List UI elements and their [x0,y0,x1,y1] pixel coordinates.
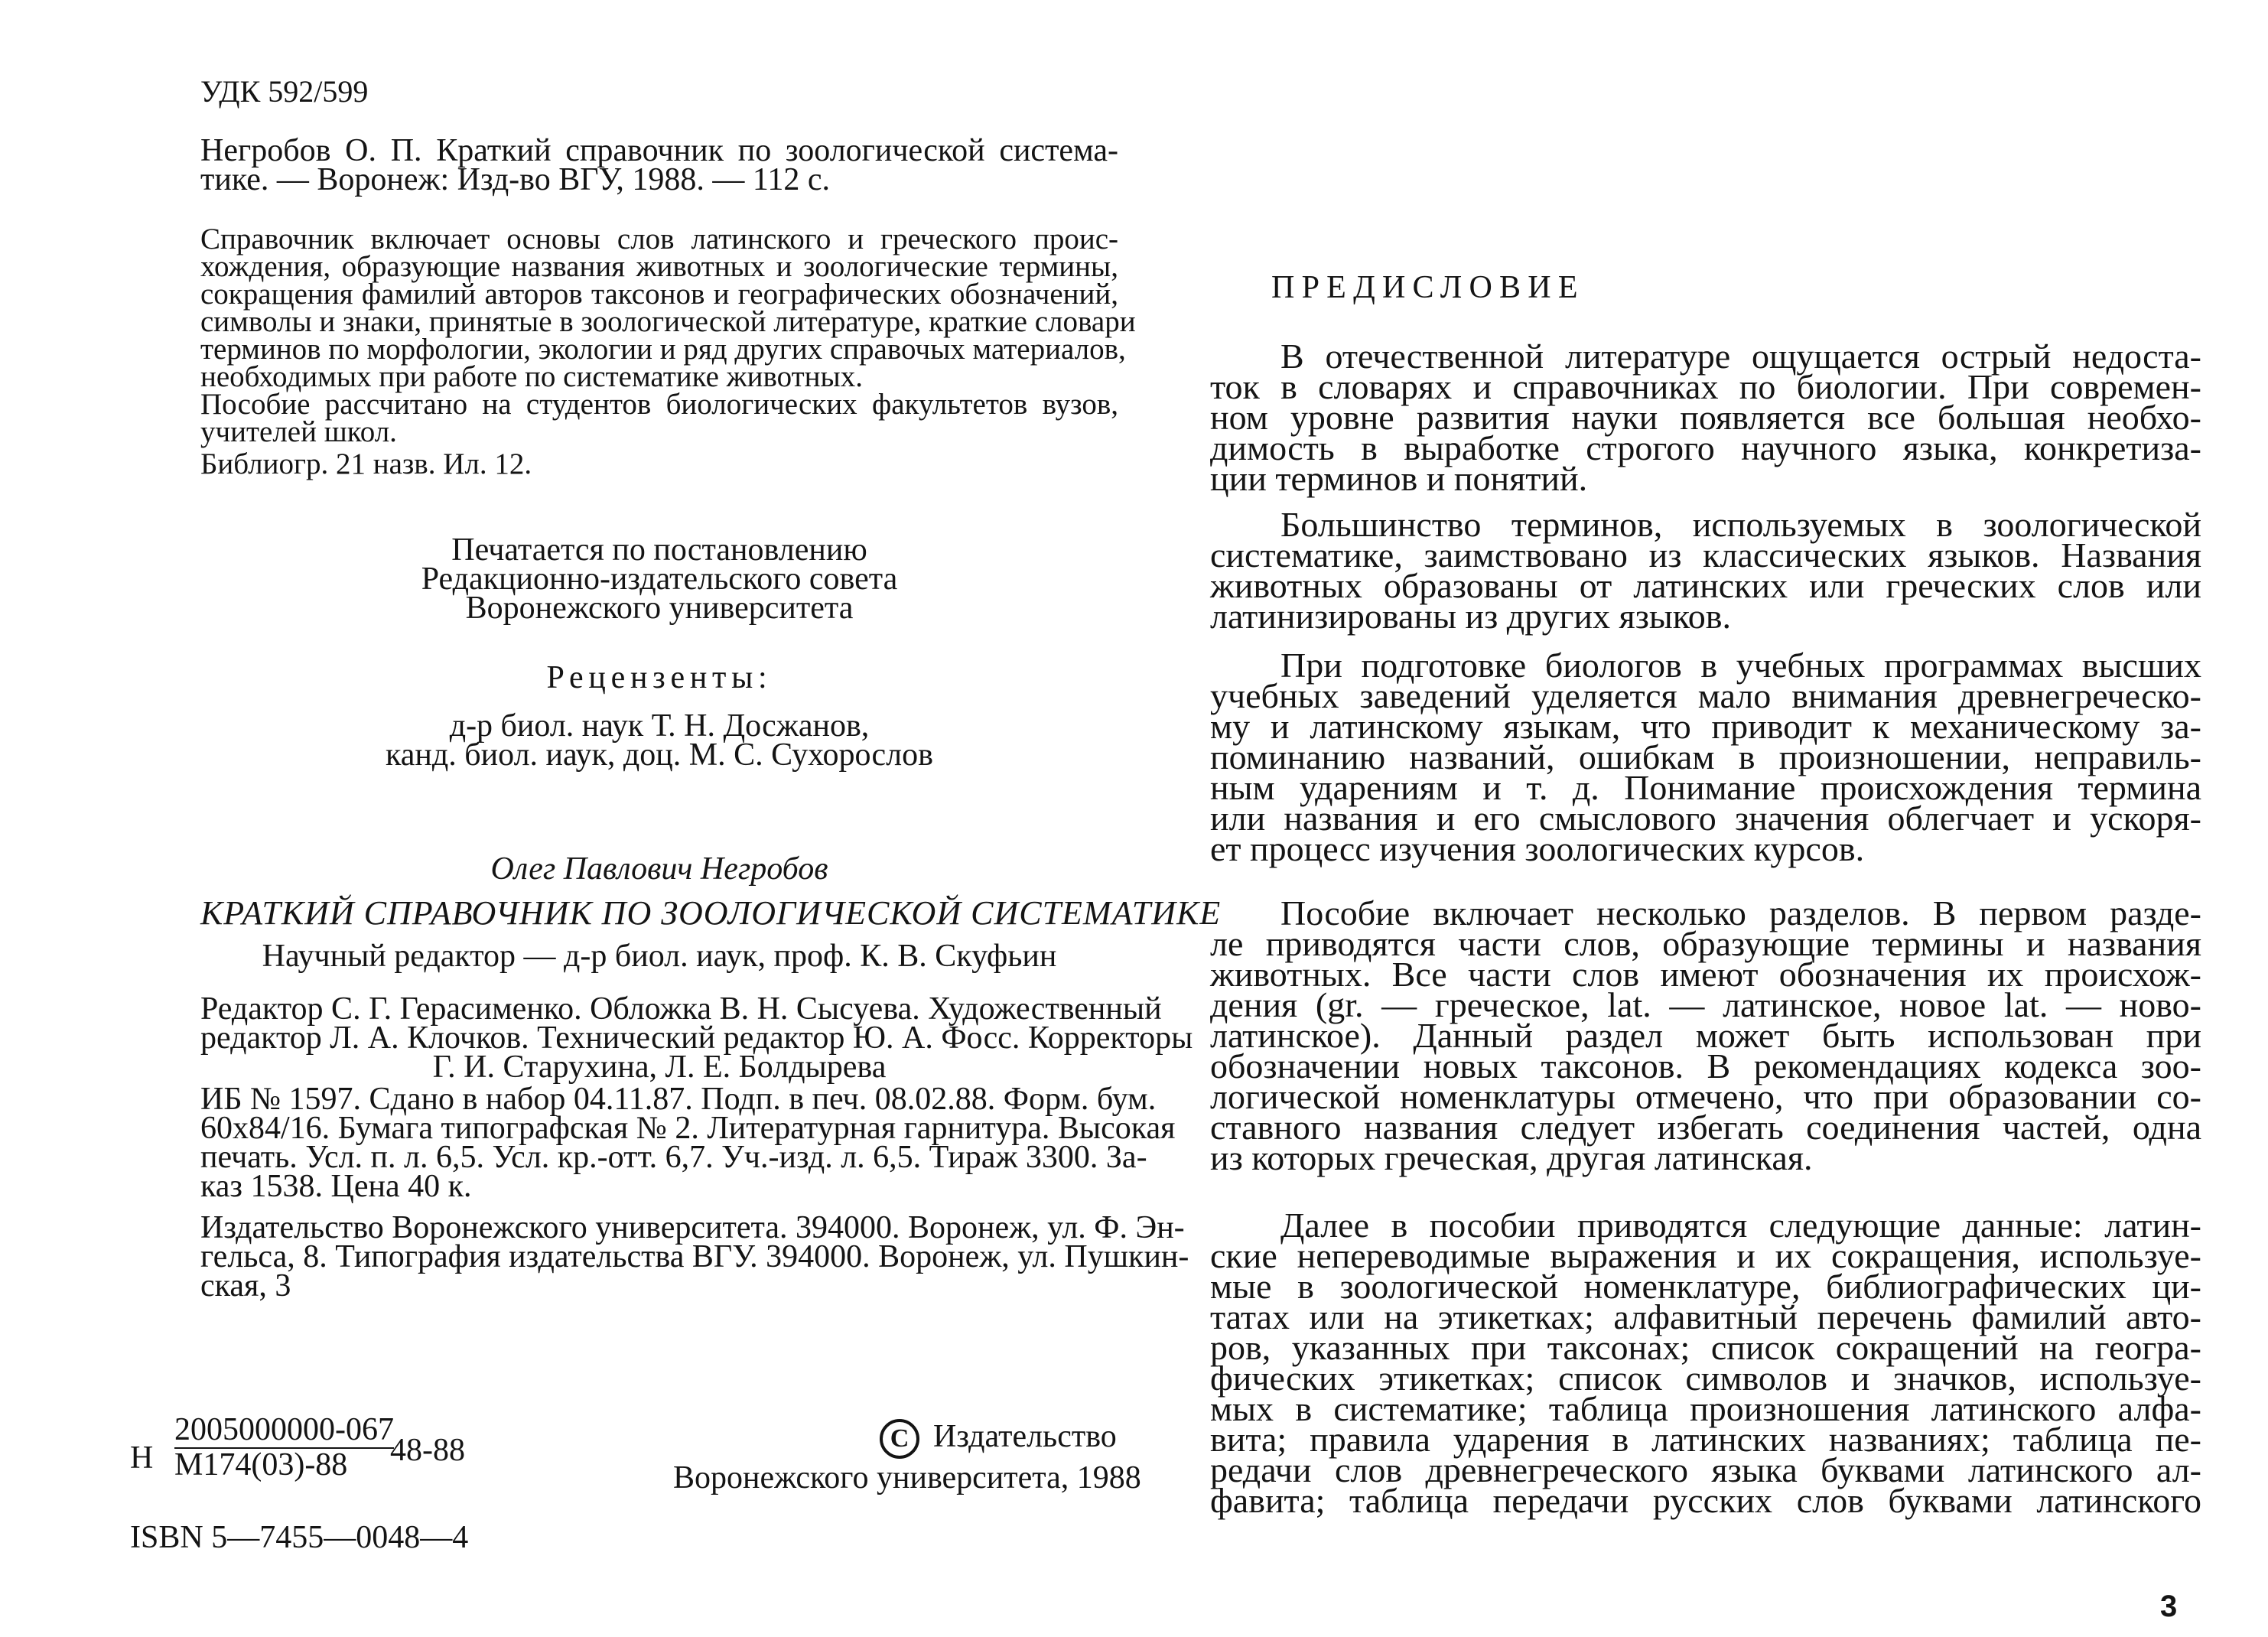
catalog-prefix: Н [130,1440,154,1476]
paragraph-line: латинское). Данный раздел может быть использован при [1210,1016,2201,1055]
copyright-line [880,1418,1117,1459]
paragraph-line: логической номенклатуры отмечено, что при образовании со- [1210,1077,2201,1116]
paragraph-line: татах или на этикетках; алфавитный перечень фамилий авто- [1210,1297,2201,1336]
editors-line: Г. И. Старухина, Л. Е. Болдырева [432,1050,887,1085]
paragraph-line: ном уровне развития науки появляется все большая необхо- [1210,398,2201,437]
print-details [200,1082,1176,1204]
paragraph-line: латинизированы из других языков. [1210,597,1732,636]
paragraph-line: вита; правила ударения в латинских названиях; таблица пе- [1210,1420,2201,1459]
paragraph-line: му и латинскому языкам, что приводит к механическому за- [1210,707,2201,746]
editors-line: редактор Л. А. Клочков. Технический редактор Ю. А. Фосс. Корректоры [200,1020,1193,1056]
editors-line: Редактор С. Г. Герасименко. Обложка В. Н. Сысуева. Художественный [200,991,1162,1027]
preface-paragraph-4 [1210,893,2201,1177]
paragraph-line: дения (gr. — греческое, lat. — латинское, новое lat. — ново- [1210,985,2201,1024]
publisher-address [200,1210,1189,1303]
paragraph-line: поминанию названий, ошибкам в произношении, неправиль- [1210,737,2201,776]
paragraph-line: редачи слов древнегреческого языка буквами латинского ал- [1210,1450,2201,1489]
author-name: Олег Павлович Негробов [490,851,828,887]
paragraph-line: обозначении новых таксонов. В рекомендациях кодекса зоо- [1210,1046,2201,1085]
scientific-editor: Научный редактор — д-р биол. иаук, проф. К. В. Скуфьин [262,939,1057,974]
publication-approval [200,532,1118,626]
preface-paragraph-5 [1210,1206,2201,1520]
paragraph-line: Пособие включает несколько разделов. В первом разде- [1280,893,2201,932]
paragraph-line: животных образованы от латинских или греческих слов или [1210,566,2201,605]
catalog-fraction [174,1414,394,1481]
paragraph-line: учебных заведений уделяется мало внимания древнегреческо- [1210,676,2201,715]
citation-line: Негробов О. П. Краткий справочник по зоологической система- [200,133,1118,168]
abstract [200,223,1136,480]
paragraph-line: В отечественной литературе ощущается острый недоста- [1280,337,2201,376]
address-line: Издательство Воронежского университета. 394000. Воронеж, ул. Ф. Эн- [200,1210,1185,1245]
paragraph-line: Далее в пособии приводятся следующие данные: латин- [1280,1206,2201,1245]
citation-line: тике. — Воронеж: Изд-во ВГУ, 1988. — 112 с. [200,162,830,197]
abstract-line: хождения, образующие названия животных и зоологические термины, [200,250,1118,283]
paragraph-line: систематике, заимствовано из классических языков. Названия [1210,535,2201,574]
paragraph-line: ров, указанных при таксонах; список сокращений на геогра- [1210,1328,2201,1367]
paragraph-line: ток в словарях и справочниках по биологии. При современ- [1210,367,2201,406]
approval-line: Печатается по постановлению [451,532,867,568]
paragraph-line: ции терминов и понятий. [1210,459,1588,498]
catalog-denominator: М174(03)-88 [174,1447,348,1482]
reviewer-line: канд. биол. иаук, доц. М. С. Сухорослов [386,737,933,773]
reviewer-line: д-р биол. наук Т. Н. Досжанов, [449,708,870,744]
print-line: 60x84/16. Бумага типографская № 2. Литературная гарнитура. Высокая [200,1111,1176,1146]
bibliography-note: Библиогр. 21 назв. Ил. 12. [200,447,532,480]
paragraph-line: Большинство терминов, используемых в зоологической [1280,505,2201,544]
paragraph-line: ставного названия следует избегать соединения частей, одна [1210,1108,2201,1147]
abstract-line: символы и знаки, принятые в зоологической литературе, краткие словари [200,305,1136,338]
paragraph-line: мых в систематике; таблица произношения латинского алфа- [1210,1389,2201,1428]
paragraph-line: фавита; таблица передачи русских слов буквами латинского [1210,1481,2201,1520]
approval-line: Редакционно-издательского совета [421,561,898,597]
paragraph-line: животных. Все части слов имеют обозначения их происхож- [1210,955,2201,994]
page-number: 3 [2160,1590,2178,1623]
reviewers-heading: Рецензенты: [546,660,773,695]
print-line: печать. Усл. п. л. 6,5. Усл. кр.-отт. 6,7. Уч.-изд. л. 6,5. Тираж 3300. За- [200,1140,1147,1175]
address-line: ская, 3 [200,1268,291,1303]
paragraph-line: ле приводятся части слов, образующие термины и названия [1210,924,2201,963]
paragraph-line: фических этикетках; список символов и значков, используе- [1210,1359,2201,1398]
paragraph-line: мые в зоологической номенклатуре, библиографических ци- [1210,1267,2201,1306]
udk-code: УДК 592/599 [200,74,369,109]
paragraph-line: ет процесс изучения зоологических курсов. [1210,829,1865,868]
paragraph-line: или названия и его смыслового значения облегчает и ускоря- [1210,799,2201,838]
preface-paragraph-2 [1210,505,2201,636]
copyright-icon: C [880,1419,919,1459]
paragraph-line: из которых греческая, другая латинская. [1210,1138,1813,1177]
editors-credits [200,991,1193,1085]
print-line: ИБ № 1597. Сдано в набор 04.11.87. Подп. в печ. 08.02.88. Форм. бум. [200,1082,1157,1117]
book-title: КРАТКИЙ СПРАВОЧНИК ПО ЗООЛОГИЧЕСКОЙ СИСТЕМАТИКЕ [200,894,1222,932]
paragraph-line: ным ударениям и т. д. Понимание происхождения термина [1210,768,2201,807]
audience-line: учителей школ. [200,415,397,448]
copyright-publisher: Издательство [933,1419,1117,1454]
approval-line: Воронежского университета [465,591,854,626]
abstract-line: необходимых при работе по систематике животных. [200,360,863,393]
paragraph-line: ские непереводимые выражения и их сокращения, используе- [1210,1236,2201,1275]
citation [200,133,1118,197]
abstract-line: Справочник включает основы слов латинского и греческого проис- [200,223,1118,255]
address-line: гельса, 8. Типография издательства ВГУ. 394000. Воронеж, ул. Пушкин- [200,1239,1189,1274]
isbn: ISBN 5—7455—0048—4 [130,1520,469,1555]
catalog-numerator: 2005000000-067 [174,1412,394,1447]
paragraph-line: димость в выработке строгого научного языка, конкретиза- [1210,428,2201,467]
preface-heading: ПРЕДИСЛОВИЕ [1271,270,1585,305]
reviewers-list [200,708,1118,773]
paragraph-line: При подготовке биологов в учебных программах высших [1280,646,2201,685]
preface-paragraph-1 [1210,337,2201,498]
audience-line: Пособие рассчитано на студентов биологических факультетов вузов, [200,388,1118,421]
right-page [1134,0,2268,1637]
copyright-year: Воронежского университета, 1988 [673,1460,1141,1495]
print-line: каз 1538. Цена 40 к. [200,1169,472,1204]
preface-paragraph-3 [1210,646,2201,868]
abstract-line: сокращения фамилий авторов таксонов и географических обозначений, [200,278,1118,311]
abstract-line: терминов по морфологии, экологии и ряд других справочых материалов, [200,333,1126,366]
catalog-suffix: 48-88 [390,1433,465,1468]
